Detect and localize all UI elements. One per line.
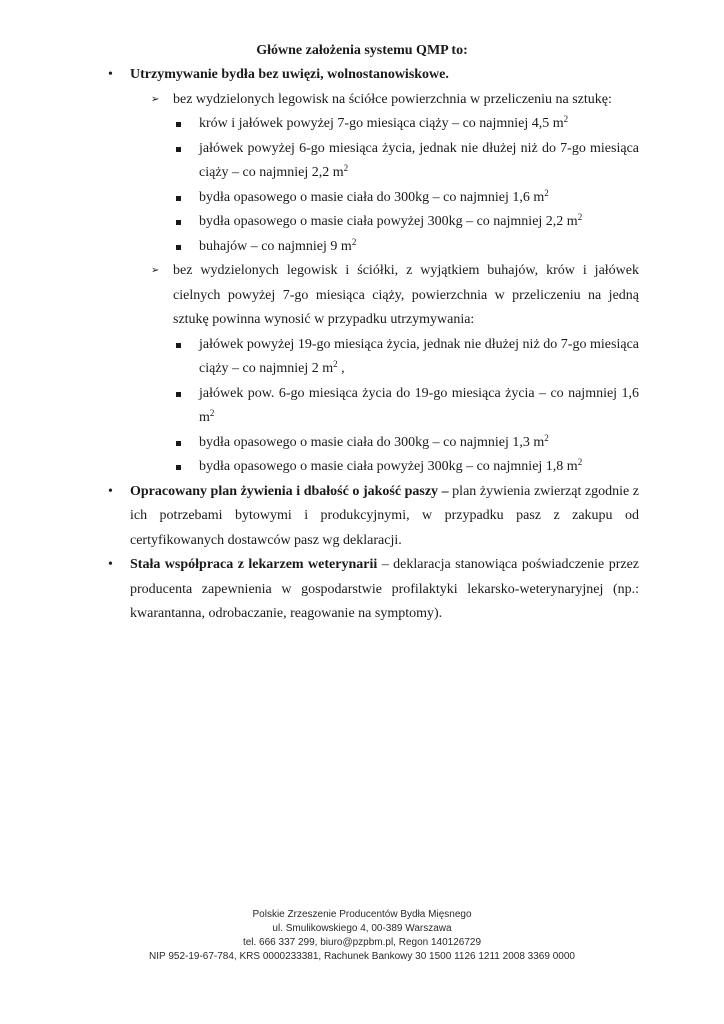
square-bullet-icon <box>176 465 181 470</box>
bullet-icon: • <box>108 483 113 499</box>
section-heading: Stała współpraca z lekarzem weterynarii <box>130 557 378 572</box>
subsection-text: bez wydzielonych legowisk i ściółki, z wyjątkiem buhajów, krów i jałówek cielnych powyżej 7-go miesiąca ciąży, powierzchnia w przeliczeniu na jedną sztukę powinna wynosić w przypadku utrzymywania: <box>173 263 639 327</box>
footer-organization: Polskie Zrzeszenie Producentów Bydła Mięsnego <box>252 909 472 920</box>
list-item: bydła opasowego o masie ciała do 300kg – co najmniej 1,3 $m^2$ <box>108 431 639 456</box>
subsection-text: bez wydzielonych legowisk na ściółce powierzchnia w przeliczeniu na sztukę: <box>173 91 612 107</box>
section-veterinary <box>108 553 639 627</box>
list-item: jałówek pow. 6-go miesiąca życia do 19-go miesiąca życia – co najmniej 1,6 $m^2$ <box>108 382 639 431</box>
section-text: – deklaracja stanowiąca poświadczenie przez producenta zapewnienia w gospodarstwie profilaktyki lekarsko-weterynaryjnej (np.: kwarantanna, odrobaczanie, reagowanie na symptomy). <box>130 557 639 621</box>
list-item: bydła opasowego o masie ciała powyżej 300kg – co najmniej 2,2 $m^2$ <box>108 210 639 235</box>
section-feeding <box>108 480 639 554</box>
subsection-with-bedding <box>108 88 639 113</box>
list-item: jałówek powyżej 6-go miesiąca życia, jednak nie dłużej niż do 7-go miesiąca ciąży – co najmniej 2,2 $m^2$ <box>108 137 639 186</box>
square-bullet-icon <box>176 220 181 225</box>
section-housing <box>108 63 639 88</box>
list-item: krów i jałówek powyżej 7-go miesiąca ciąży – co najmniej 4,5 $m^2$ <box>108 112 639 137</box>
section-heading: Opracowany plan żywienia i dbałość o jakość paszy – <box>130 483 449 499</box>
arrow-bullet-icon: ➢ <box>151 93 160 105</box>
page-title: Główne założenia systemu QMP to: <box>256 43 468 58</box>
document-body <box>108 63 639 627</box>
bullet-icon: • <box>108 557 113 572</box>
square-bullet-icon <box>176 196 181 201</box>
footer-address: ul. Smulikowskiego 4, 00-389 Warszawa <box>272 923 452 934</box>
arrow-bullet-icon: ➢ <box>151 265 160 276</box>
square-bullet-icon <box>176 147 181 152</box>
square-bullet-icon <box>176 122 181 127</box>
square-bullet-icon <box>176 343 181 348</box>
footer-contact: tel. 666 337 299, biuro@pzpbm.pl, Regon 140126729 <box>242 937 482 948</box>
page-footer <box>0 908 724 964</box>
list-item: jałówek powyżej 19-go miesiąca życia, jednak nie dłużej niż do 7-go miesiąca ciąży – co najmniej 2 $m^2$ , <box>108 333 639 382</box>
list-item: buhajów – co najmniej 9 $m^2$ <box>108 235 639 260</box>
section-text: plan żywienia zwierząt zgodnie z ich potrzebami bytowymi i produkcyjnymi, w przypadku pasz z zakupu od certyfikowanych dostawców pasz wg deklaracji. <box>130 483 639 548</box>
square-bullet-icon <box>176 441 181 446</box>
square-bullet-icon <box>176 245 181 250</box>
footer-registry: NIP 952-19-67-784, KRS 0000233381, Rachunek Bankowy 30 1500 1126 1211 2008 3369 0000 <box>149 951 575 962</box>
subsection-without-bedding <box>108 259 639 333</box>
section-heading: Utrzymywanie bydła bez uwięzi, wolnostanowiskowe. <box>130 67 449 82</box>
bullet-icon: • <box>108 67 113 82</box>
list-item: bydła opasowego o masie ciała powyżej 300kg – co najmniej 1,8 $m^2$ <box>108 455 639 480</box>
list-item: bydła opasowego o masie ciała do 300kg – co najmniej 1,6 $m^2$ <box>108 186 639 211</box>
square-bullet-icon <box>176 392 181 397</box>
